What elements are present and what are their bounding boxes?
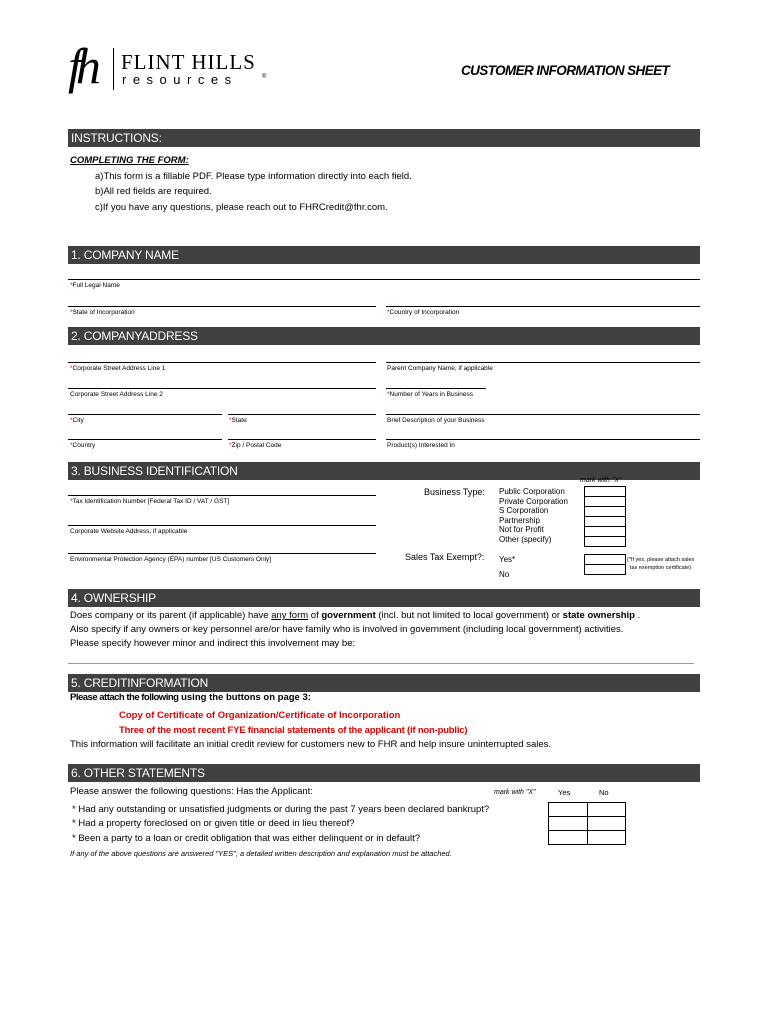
delinquent-no-checkbox[interactable] <box>588 831 626 845</box>
instruction-item <box>95 186 212 197</box>
state-field[interactable] <box>228 414 376 415</box>
sales-tax-note: (*If yes, please attach sales tax exemption certificate) <box>627 557 695 571</box>
private-corporation-checkbox[interactable] <box>585 497 626 507</box>
credit-info-note: This information will facilitate an initial credit review for customers new to FHR and help insure uninterrupted sales. <box>70 739 552 750</box>
street-address-2-label: Corporate Street Address Line 2 <box>70 391 163 398</box>
logo-name: FLINT HILLS <box>121 50 256 74</box>
instructions-heading: INSTRUCTIONS: <box>68 129 700 147</box>
sales-tax-no-label: No <box>499 570 510 579</box>
full-legal-name-field[interactable] <box>68 279 700 280</box>
tax-id-field[interactable] <box>68 495 376 496</box>
delinquent-yes-checkbox[interactable] <box>549 831 588 845</box>
ownership-answer-field[interactable] <box>68 663 694 664</box>
country-of-incorporation-label: *Country of Incorporation <box>387 309 460 316</box>
ownership-question-line2: Also specify if any owners or key personnel are/or have family who is involved in government (including local government) activities. <box>70 624 624 635</box>
logo-registered: ® <box>262 74 267 80</box>
country-of-incorporation-field[interactable] <box>386 306 700 307</box>
products-field[interactable] <box>386 439 700 440</box>
instruction-marker: b) <box>95 186 104 197</box>
years-in-business-field[interactable] <box>386 388 486 389</box>
instruction-text: All red fields are required. <box>103 186 212 197</box>
bankruptcy-yes-checkbox[interactable] <box>549 803 588 817</box>
mark-with-x-note: mark with "X" <box>580 477 622 484</box>
sales-tax-checkboxes <box>584 554 626 575</box>
public-corporation-checkbox[interactable] <box>585 487 626 497</box>
ownership-heading: 4. OWNERSHIP <box>68 589 700 607</box>
credit-attach-item-financials: Three of the most recent FYE financial statements of the applicant (if non-public) <box>119 725 468 736</box>
business-type-option: Private Corporation <box>499 496 568 506</box>
credit-attach-instruction: Please attach the following using the buttons on page 3: <box>70 692 311 703</box>
epa-number-field[interactable] <box>68 553 376 554</box>
street-address-2-field[interactable] <box>68 388 376 389</box>
logo-divider <box>113 48 114 90</box>
state-of-incorporation-label: *State of Incorporation <box>70 309 135 316</box>
country-label: *Country <box>70 442 96 449</box>
street-address-1-field[interactable] <box>68 362 376 363</box>
business-type-label: Business Type: <box>424 487 485 497</box>
other-statements-intro: Please answer the following questions: Has the Applicant: <box>70 786 313 797</box>
instruction-marker: c) <box>95 202 103 213</box>
bankruptcy-no-checkbox[interactable] <box>588 803 626 817</box>
not-for-profit-checkbox[interactable] <box>585 527 626 537</box>
sales-tax-yes-label: Yes* <box>499 555 516 564</box>
state-label: *State <box>229 417 247 424</box>
company-address-heading: 2. COMPANYADDRESS <box>68 327 700 345</box>
business-type-option: Not for Profit <box>499 525 544 535</box>
city-field[interactable] <box>68 414 222 415</box>
other-statements-checkboxes <box>548 802 626 845</box>
foreclosure-no-checkbox[interactable] <box>588 817 626 831</box>
business-id-heading: 3. BUSINESS IDENTIFICATION <box>68 462 700 480</box>
business-type-checkboxes <box>584 486 626 547</box>
other-statements-heading: 6. OTHER STATEMENTS <box>68 764 700 782</box>
city-label: *City <box>70 417 84 424</box>
credit-attach-item-certificate: Copy of Certificate of Organization/Certificate of Incorporation <box>119 710 401 721</box>
logo-mark: fh <box>68 38 95 94</box>
instruction-marker: a) <box>95 171 104 182</box>
business-type-option: S Corporation <box>499 506 549 516</box>
parent-company-label: Parent Company Name, if applicable <box>387 365 493 372</box>
ownership-question-line1: Does company or its parent (if applicable) have any form of government (incl. but not limited to local government) or state ownership . <box>70 610 641 621</box>
business-type-list <box>499 487 568 545</box>
other-question-delinquent: * Been a party to a loan or credit obligation that was either delinquent or in default? <box>72 833 421 844</box>
parent-company-field[interactable] <box>386 362 700 363</box>
sales-tax-no-checkbox[interactable] <box>585 565 626 575</box>
products-label: Product(s) Interested In <box>387 442 455 449</box>
sales-tax-yes-checkbox[interactable] <box>585 555 626 565</box>
full-legal-name-label: *Full Legal Name <box>70 282 120 289</box>
instructions-subheading: COMPLETING THE FORM: <box>70 155 189 166</box>
logo-subname: resources <box>122 72 238 87</box>
sales-tax-exempt-label: Sales Tax Exempt?: <box>405 552 485 562</box>
business-type-option: Partnership <box>499 515 540 525</box>
other-mark-with-x-note: mark with "X" <box>494 789 536 796</box>
years-in-business-label: *Number of Years in Business <box>387 391 473 398</box>
instruction-item <box>95 202 388 213</box>
foreclosure-yes-checkbox[interactable] <box>549 817 588 831</box>
other-specify-checkbox[interactable] <box>585 537 626 547</box>
website-field[interactable] <box>68 525 376 526</box>
state-of-incorporation-field[interactable] <box>68 306 376 307</box>
instruction-item <box>95 171 412 182</box>
document-title: CUSTOMER INFORMATION SHEET <box>461 63 670 78</box>
business-type-option: Other (specify) <box>499 534 552 544</box>
street-address-1-label: *Corporate Street Address Line 1 <box>70 365 166 372</box>
other-question-bankruptcy: * Had any outstanding or unsatisfied judgments or during the past 7 years been declared bankrupt? <box>72 804 490 815</box>
business-type-option: Public Corporation <box>499 487 565 496</box>
other-statements-footnote: If any of the above questions are answered "YES", a detailed written description and explanation must be attached. <box>70 849 452 858</box>
s-corporation-checkbox[interactable] <box>585 507 626 517</box>
other-yes-column-label: Yes <box>558 788 571 797</box>
epa-number-label: Environmental Protection Agency (EPA) number [US Customers Only] <box>70 556 272 563</box>
zip-label: *Zip / Postal Code <box>229 442 282 449</box>
business-description-label: Brief Description of your Business <box>387 417 485 424</box>
other-question-foreclosure: * Had a property foreclosed on or given title or deed in lieu thereof? <box>72 818 355 829</box>
ownership-question-line3: Please specify however minor and indirect this involvement may be: <box>70 638 356 649</box>
instruction-text: This form is a fillable PDF. Please type information directly into each field. <box>103 171 412 182</box>
other-no-column-label: No <box>599 788 609 797</box>
website-label: Corporate Website Address, if applicable <box>70 528 188 535</box>
instruction-text: If you have any questions, please reach out to FHRCredit@fhr.com. <box>102 202 388 213</box>
business-description-field[interactable] <box>386 414 700 415</box>
zip-field[interactable] <box>228 439 376 440</box>
credit-info-heading: 5. CREDITINFORMATION <box>68 674 700 692</box>
tax-id-label: *Tax Identification Number [Federal Tax ID / VAT / GST] <box>70 498 230 505</box>
company-name-heading: 1. COMPANY NAME <box>68 246 700 264</box>
partnership-checkbox[interactable] <box>585 517 626 527</box>
country-field[interactable] <box>68 439 222 440</box>
